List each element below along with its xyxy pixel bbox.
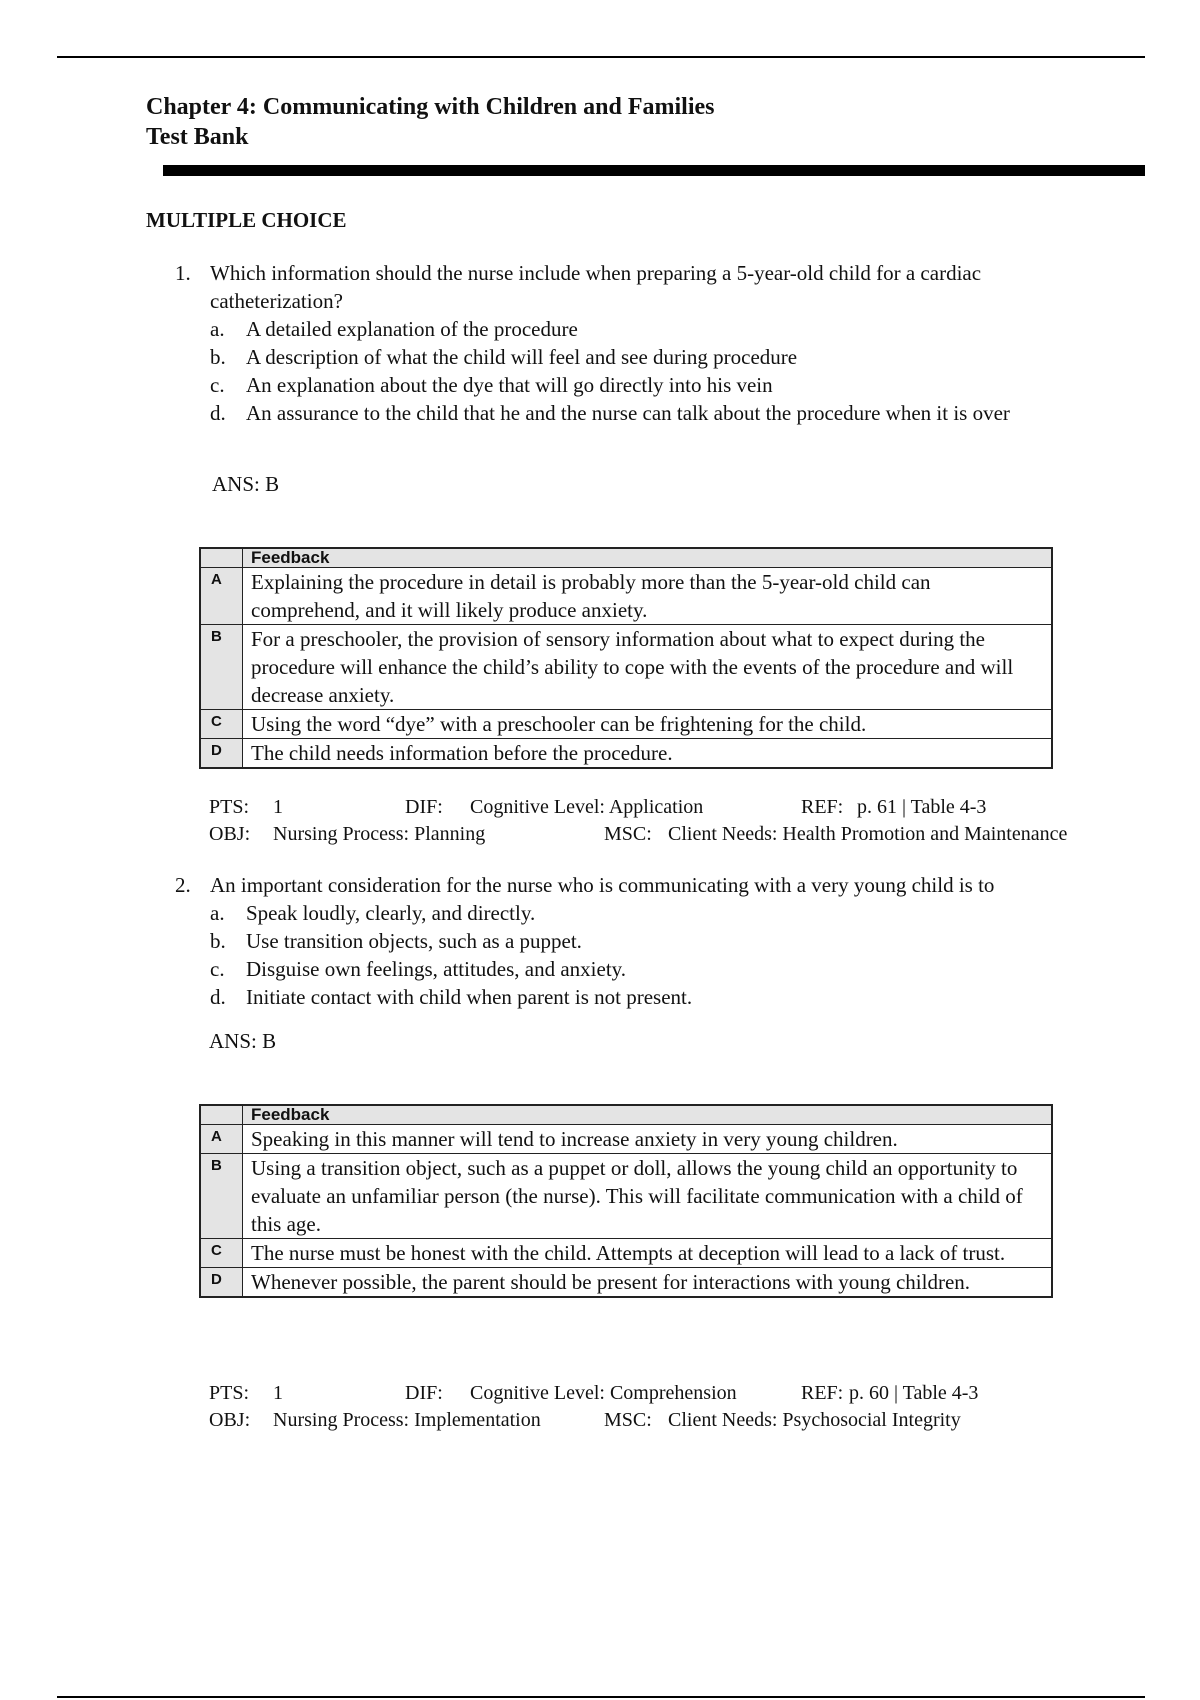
table-header-row [200,548,1052,568]
table-row [200,739,1052,769]
obj-label: OBJ: [209,1409,251,1431]
table-row [200,568,1052,625]
obj-value: Nursing Process: Planning [273,823,486,845]
ref-label: REF: [801,1382,844,1404]
table-row [200,1125,1052,1154]
msc-value: Client Needs: Health Promotion and Maintenance [668,823,1068,845]
feedback-key: B [200,625,243,710]
table-header-row [200,1105,1052,1125]
chapter-title: Chapter 4: Communicating with Children and Families [146,94,715,120]
answer: ANS: B [209,1029,277,1053]
pts-value: 1 [273,1382,283,1404]
question-number: 2. [175,873,191,897]
feedback-text: Explaining the procedure in detail is probably more than the 5-year-old child can comprehend, and it will likely produce anxiety. [243,568,1053,625]
ref-value: p. 61 | Table 4-3 [857,796,987,818]
feedback-text: Whenever possible, the parent should be present for interactions with young children. [243,1268,1053,1298]
table-row [200,710,1052,739]
msc-value: Client Needs: Psychosocial Integrity [668,1409,961,1431]
page-header [146,92,715,152]
header-divider [163,165,1145,176]
choice-a: a. Speak loudly, clearly, and directly. [210,901,536,925]
feedback-key: B [200,1154,243,1239]
feedback-table [199,1104,1053,1298]
dif-label: DIF: [405,1382,443,1404]
question-1 [175,259,1110,427]
pts-value: 1 [273,796,283,818]
feedback-table [199,547,1053,769]
obj-value: Nursing Process: Implementation [273,1409,541,1431]
choice-c: c. An explanation about the dye that will go directly into his vein [210,373,773,397]
dif-value: Cognitive Level: Comprehension [470,1382,737,1404]
feedback-header: Feedback [243,548,1053,568]
table-row [200,1268,1052,1298]
msc-label: MSC: [604,823,652,845]
dif-value: Cognitive Level: Application [470,796,704,818]
test-bank-subtitle: Test Bank [146,124,249,150]
feedback-text: Using a transition object, such as a puppet or doll, allows the young child an opportunity to evaluate an unfamiliar person (the nurse). This will facilitate communication with a child of this age. [243,1154,1053,1239]
ref-label: REF: [801,796,844,818]
table-row [200,1239,1052,1268]
feedback-key: C [200,1239,243,1268]
feedback-key: C [200,710,243,739]
dif-label: DIF: [405,796,443,818]
section-title: MULTIPLE CHOICE [146,208,347,232]
answer: ANS: B [212,472,280,496]
table-row [200,625,1052,710]
choice-d: d. An assurance to the child that he and the nurse can talk about the procedure when it is over [210,401,1010,425]
feedback-text: The child needs information before the procedure. [243,739,1053,769]
feedback-text: For a preschooler, the provision of sensory information about what to expect during the procedure will enhance the child’s ability to cope with the events of the procedure and will decrease anxiety. [243,625,1053,710]
msc-label: MSC: [604,1409,652,1431]
question-stem: An important consideration for the nurse who is communicating with a very young child is to [210,873,995,897]
feedback-header: Feedback [243,1105,1053,1125]
bottom-rule [57,1696,1145,1698]
question-number: 1. [175,261,191,285]
table-row [200,1154,1052,1239]
feedback-key: D [200,739,243,769]
choice-b: b. Use transition objects, such as a puppet. [210,929,582,953]
choice-a: a. A detailed explanation of the procedure [210,317,578,341]
choice-c: c. Disguise own feelings, attitudes, and anxiety. [210,957,627,981]
choice-d: d. Initiate contact with child when parent is not present. [210,985,693,1009]
feedback-key: A [200,1125,243,1154]
question-stem: Which information should the nurse include when preparing a 5-year-old child for a cardiac catheterization? [210,261,982,313]
obj-label: OBJ: [209,823,251,845]
top-rule [57,56,1145,58]
feedback-text: Speaking in this manner will tend to increase anxiety in very young children. [243,1125,1053,1154]
choice-b: b. A description of what the child will feel and see during procedure [210,345,798,369]
feedback-key: D [200,1268,243,1298]
feedback-key: A [200,568,243,625]
pts-label: PTS: [209,796,250,818]
pts-label: PTS: [209,1382,250,1404]
feedback-text: The nurse must be honest with the child. Attempts at deception will lead to a lack of trust. [243,1239,1053,1268]
feedback-text: Using the word “dye” with a preschooler can be frightening for the child. [243,710,1053,739]
ref-value: p. 60 | Table 4-3 [849,1382,979,1404]
question-2 [175,871,1130,1011]
